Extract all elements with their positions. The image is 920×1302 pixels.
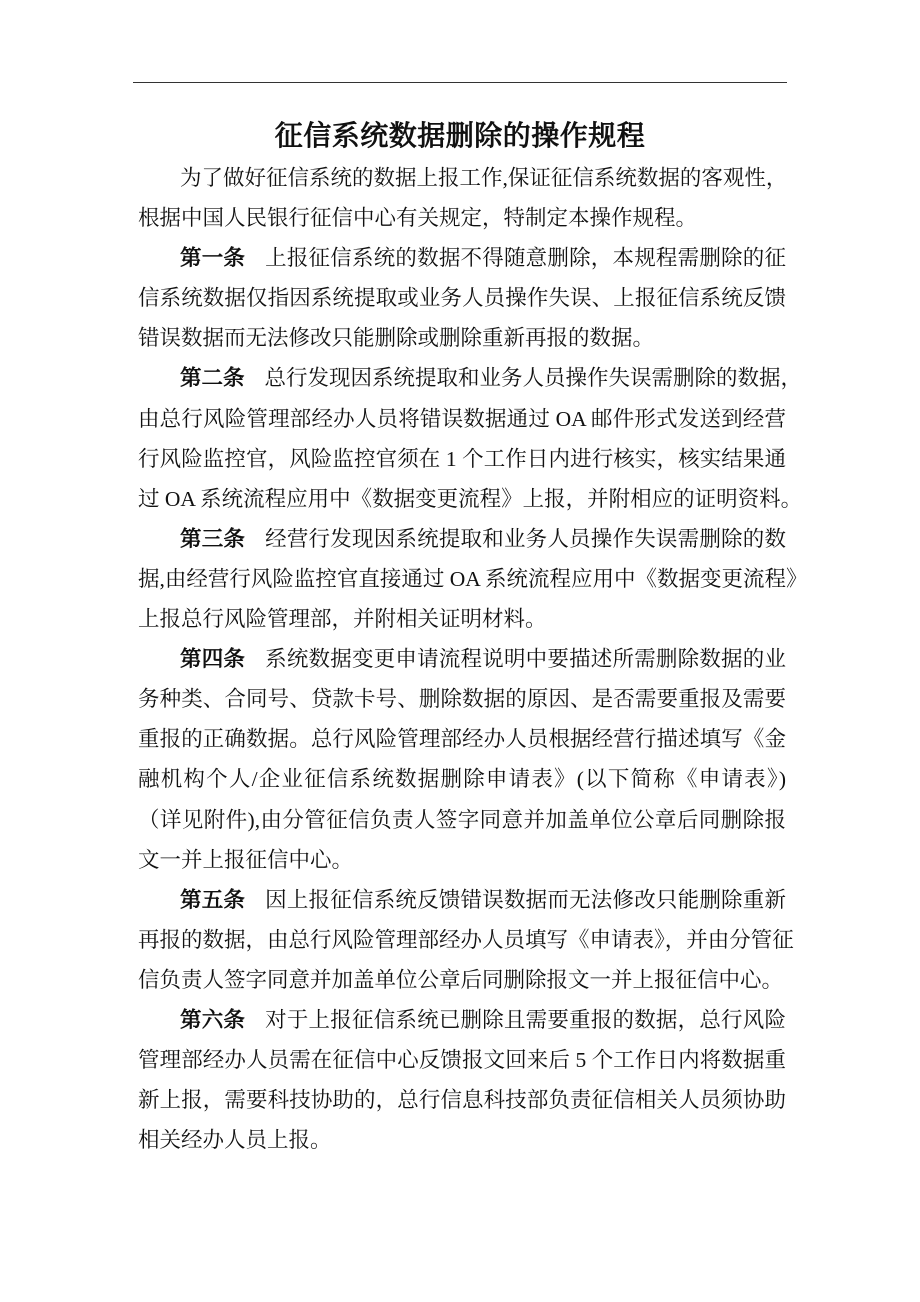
line-text: 信负责人签字同意并加盖单位公章后同删除报文一并上报征信中心。 [138, 967, 784, 992]
line-text: 为了做好征信系统的数据上报工作,保证征信系统数据的客观性， [180, 166, 788, 190]
line-text: 由总行风险管理部经办人员将错误数据通过 OA 邮件形式发送到经营 [138, 406, 786, 431]
line-text: 对于上报征信系统已删除且需要重报的数据，总行风险 [265, 1007, 786, 1032]
text-line [138, 158, 786, 198]
article-label: 第二条 [180, 366, 245, 392]
article-paragraph [138, 519, 808, 639]
text-line [138, 318, 786, 358]
article-label: 第五条 [180, 887, 246, 913]
line-text: 系统数据变更申请流程说明中要描述所需删除数据的业 [265, 647, 786, 672]
line-text: 错误数据而无法修改只能删除或删除重新再报的数据。 [138, 326, 655, 351]
document-body [138, 158, 808, 1160]
text-line [138, 960, 786, 1000]
article-paragraph [138, 238, 786, 358]
text-line [138, 278, 786, 318]
text-line [138, 840, 786, 880]
line-text: 根据中国人民银行征信中心有关规定，特制定本操作规程。 [138, 206, 698, 231]
line-text: 新上报，需要科技协助的，总行信息科技部负责征信相关人员须协助 [138, 1088, 786, 1113]
line-text: （详见附件),由分管征信负责人签字同意并加盖单位公章后同删除报 [138, 807, 786, 832]
line-text: 据,由经营行风险监控官直接通过 OA 系统流程应用中《数据变更流程》 [138, 566, 808, 591]
text-line [138, 198, 786, 238]
text-line [138, 1000, 786, 1040]
line-text: 因上报征信系统反馈错误数据而无法修改只能删除重新 [265, 887, 786, 912]
text-line [138, 800, 786, 840]
article-paragraph [138, 880, 794, 1000]
line-text: 上报征信系统的数据不得随意删除，本规程需删除的征 [265, 246, 786, 271]
line-text: 再报的数据，由总行风险管理部经办人员填写《申请表》，并由分管征 [138, 927, 794, 952]
line-text: 融机构个人/企业征信系统数据删除申请表》(以下简称《申请表》) [138, 767, 786, 792]
text-line [138, 1040, 786, 1080]
text-line [138, 920, 794, 960]
header-rule [133, 82, 787, 83]
text-line [138, 880, 786, 920]
document-title: 征信系统数据删除的操作规程 [274, 119, 646, 152]
text-line [138, 1120, 786, 1160]
line-text: 相关经办人员上报。 [138, 1128, 332, 1153]
text-line [138, 439, 786, 479]
text-line [138, 679, 786, 719]
text-line [138, 1080, 786, 1120]
text-line [138, 519, 786, 559]
article-paragraph [138, 358, 803, 518]
article-label: 第四条 [180, 647, 246, 673]
text-line [138, 358, 803, 398]
text-line [138, 759, 786, 799]
line-text: 上报总行风险管理部，并附相关证明材料。 [138, 607, 547, 632]
article-paragraph [138, 639, 786, 880]
intro-paragraph [138, 158, 786, 238]
text-line [138, 559, 808, 599]
article-label: 第一条 [180, 246, 246, 272]
text-line [138, 479, 803, 519]
line-text: 重报的正确数据。总行风险管理部经办人员根据经营行描述填写《金 [138, 727, 786, 752]
line-text: 经营行发现因系统提取和业务人员操作失误需删除的数 [265, 526, 786, 551]
text-line [138, 719, 786, 759]
article-paragraph [138, 1000, 786, 1160]
line-text: 管理部经办人员需在征信中心反馈报文回来后 5 个工作日内将数据重 [138, 1048, 786, 1073]
text-line [138, 639, 786, 679]
text-line [138, 399, 786, 439]
text-line [138, 238, 786, 278]
line-text: 务种类、合同号、贷款卡号、删除数据的原因、是否需要重报及需要 [138, 687, 786, 712]
line-text: 文一并上报征信中心。 [138, 847, 354, 872]
line-text: 信系统数据仅指因系统提取或业务人员操作失误、上报征信系统反馈 [138, 286, 786, 311]
article-label: 第三条 [180, 526, 246, 552]
line-text: 行风险监控官，风险监控官须在 1 个工作日内进行核实，核实结果通 [138, 446, 786, 471]
line-text: 总行发现因系统提取和业务人员操作失误需删除的数据， [264, 366, 803, 391]
line-text: 过 OA 系统流程应用中《数据变更流程》上报，并附相应的证明资料。 [138, 486, 803, 511]
article-label: 第六条 [180, 1007, 246, 1033]
text-line [138, 599, 786, 639]
